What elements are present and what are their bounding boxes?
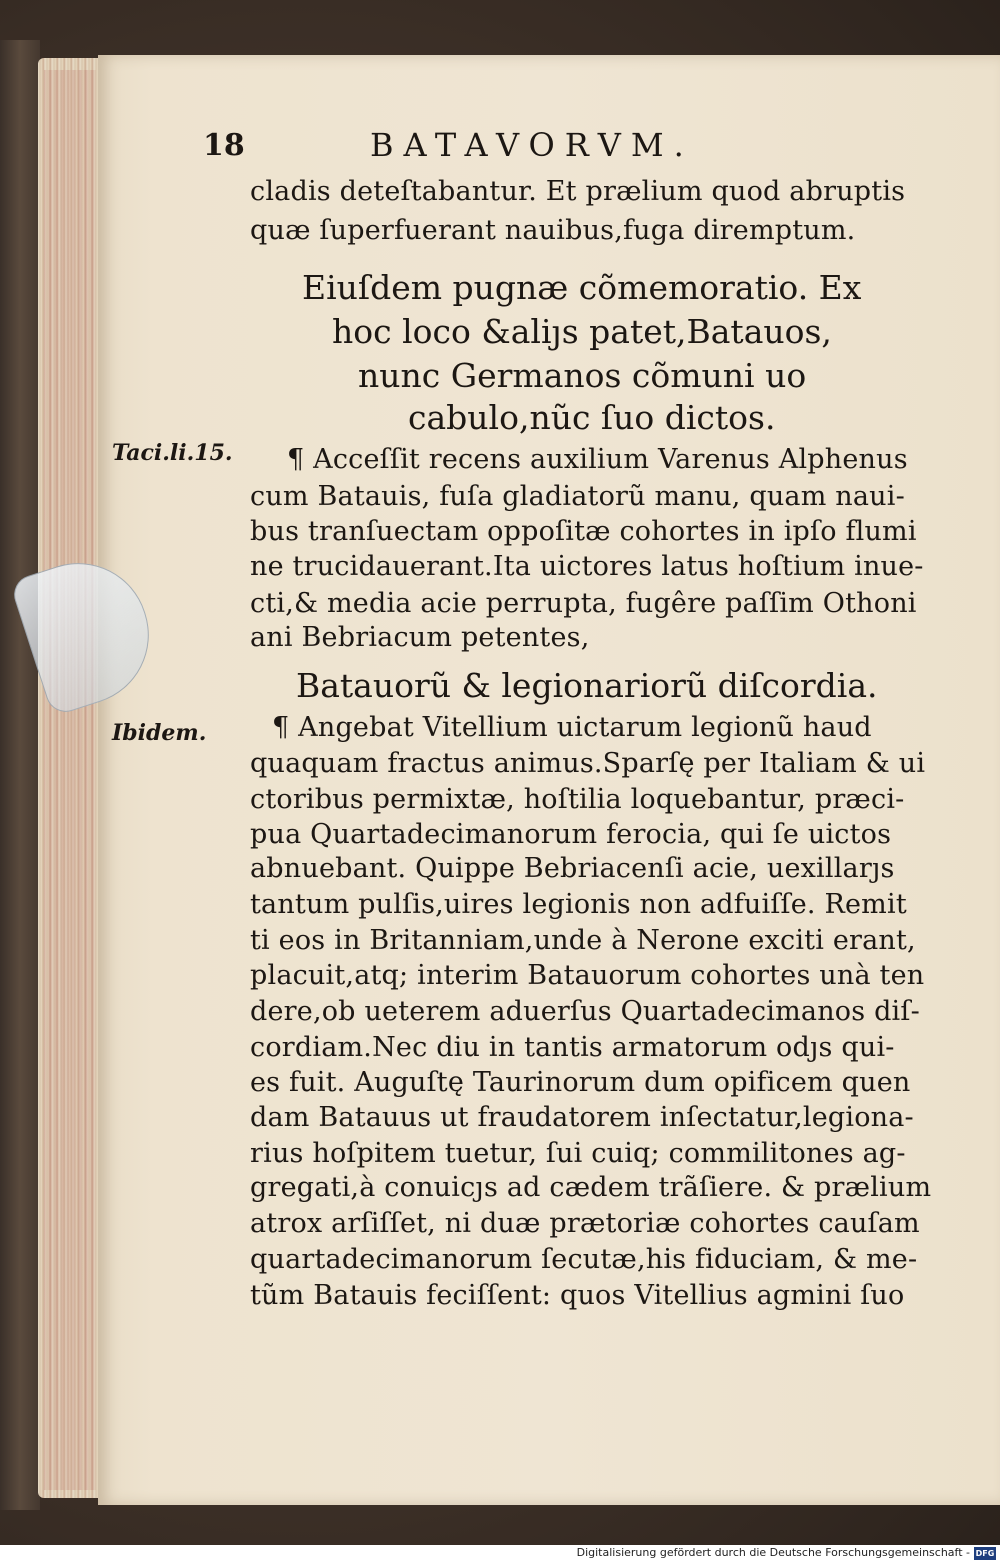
margin-note-1: Taci.li.15. [112, 440, 233, 466]
text-line: cordiam.Nec diu in tantis armatorum odȷs qui- [250, 1032, 895, 1063]
text-line: atrox arſiſſet, ni duæ prætoriæ cohortes cauſam [250, 1208, 920, 1239]
text-line: quaquam fractus animus.Sparſę per Italiam & ui [250, 748, 926, 779]
text-line: ctoribus permixtæ, hoſtilia loquebantur, præci- [250, 784, 905, 815]
text-line: gregati,à conuicȷs ad cædem trãſiere. & prælium [250, 1172, 932, 1203]
text-line: dere,ob ueterem aduerſus Quartadecimanos diſ- [250, 996, 920, 1027]
text-line: dam Batauus ut fraudatorem inſectatur,legiona- [250, 1102, 914, 1133]
text-line: tũm Batauis feciſſent: quos Vitellius agmini ſuo [250, 1280, 905, 1311]
page-edges-red-tint [44, 70, 96, 1490]
text-line: ¶ Angebat Vitellium uictarum legionũ haud [272, 712, 872, 743]
text-line: cum Batauis, fuſa gladiatorũ manu, quam naui- [250, 481, 905, 512]
text-line: es fuit. Auguſtę Taurinorum dum opificem quen [250, 1067, 911, 1098]
section-heading-line: hoc loco &aliȷs patet,Batauos, [332, 312, 832, 351]
text-line: ti eos in Britanniam,unde à Nerone exciti erant, [250, 925, 916, 956]
text-line: ne trucidauerant.Ita uictores latus hoſtium inue- [250, 551, 924, 582]
text-line: ¶ Acceſſit recens auxilium Varenus Alphenus [287, 444, 908, 475]
footer-credit: Digitalisierung gefördert durch die Deutsche Forschungsgemeinschaft - [576, 1546, 970, 1559]
dfg-logo: DFG [975, 1549, 995, 1558]
text-line: rius hoſpitem tuetur, ſui cuiq; commilitones ag- [250, 1138, 906, 1169]
running-title: BATAVORVM. [370, 126, 694, 164]
text-line: quartadecimanorum ſecutæ,his fiduciam, & me- [250, 1244, 918, 1275]
text-line: bus tranſuectam oppoſitæ cohortes in ipſo flumi [250, 516, 917, 547]
section-heading-line: cabulo,nũc ſuo dictos. [408, 398, 776, 437]
section-heading-line: nunc Germanos cõmuni uo [358, 356, 807, 395]
section-heading-line: Eiuſdem pugnæ cõmemoratio. Ex [302, 268, 862, 307]
book-cover-edge [0, 40, 40, 1510]
text-line: cti,& media acie perrupta, fugêre paſſim Othoni [250, 588, 917, 619]
text-line: ani Bebriacum petentes, [250, 622, 590, 653]
page-number: 18 [203, 128, 245, 163]
section-heading-line: Batauorũ & legionariorũ diſcordia. [296, 666, 878, 705]
text-line: abnuebant. Quippe Bebriacenſi acie, uexillarȷs [250, 853, 895, 884]
margin-note-2: Ibidem. [112, 720, 207, 746]
text-line: quæ ſuperfuerant nauibus,fuga diremptum. [250, 215, 856, 246]
text-line: pua Quartadecimanorum ferocia, qui ſe uictos [250, 819, 892, 850]
text-line: cladis deteſtabantur. Et prælium quod abruptis [250, 176, 906, 207]
text-line: tantum pulſis,uires legionis non adfuiſſe. Remit [250, 889, 907, 920]
text-line: placuit,atq; interim Batauorum cohortes unà ten [250, 960, 925, 991]
